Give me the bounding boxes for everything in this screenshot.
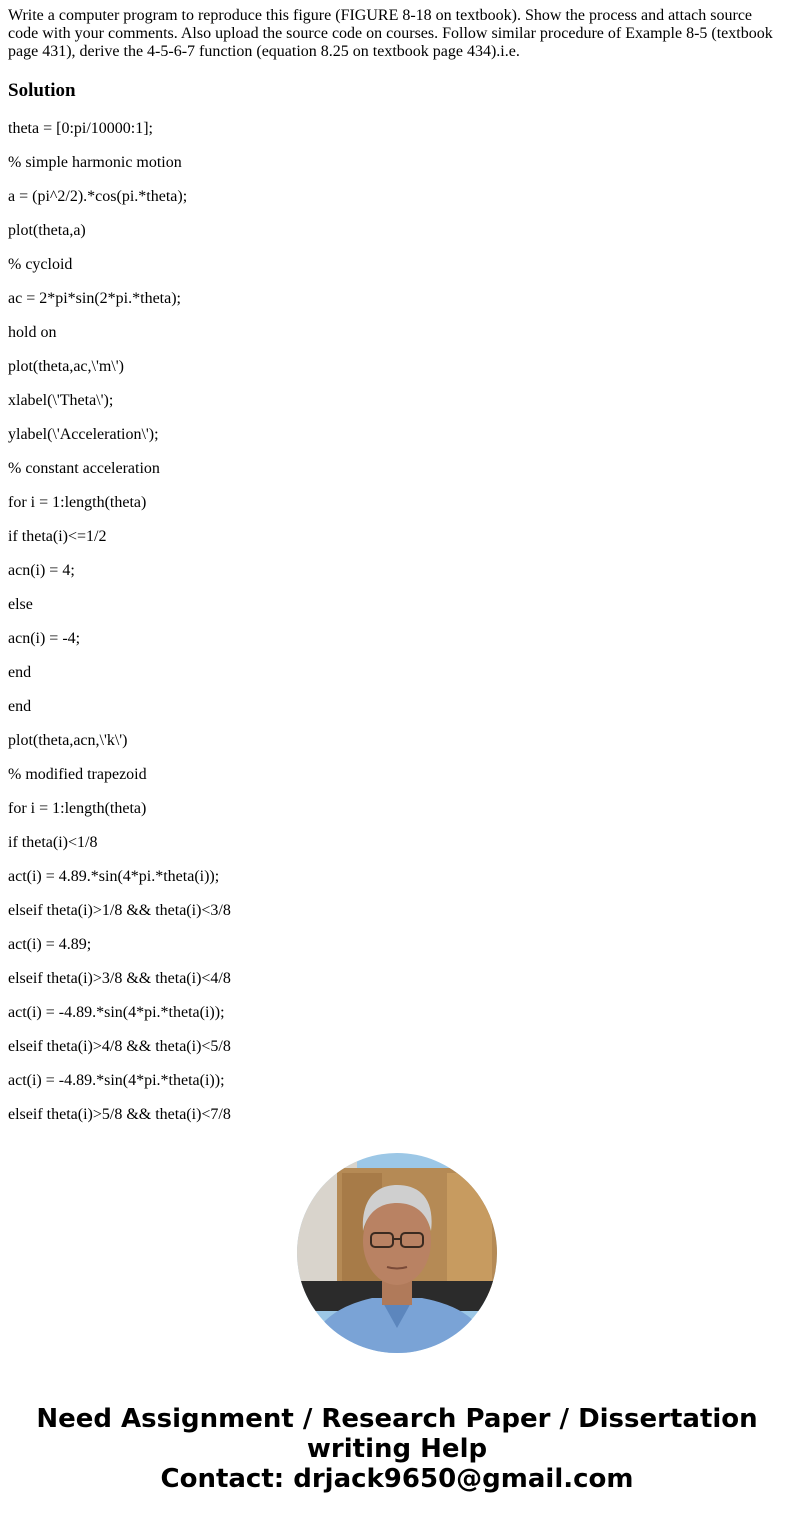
- code-line: ac = 2*pi*sin(2*pi.*theta);: [8, 290, 181, 307]
- solution-heading: Solution: [8, 80, 76, 101]
- code-line: acn(i) = -4;: [8, 630, 81, 647]
- code-line: if theta(i)<=1/2: [8, 528, 107, 545]
- code-line: % simple harmonic motion: [8, 154, 182, 171]
- code-line: elseif theta(i)>3/8 && theta(i)<4/8: [8, 970, 231, 987]
- code-line: theta = [0:pi/10000:1];: [8, 120, 153, 137]
- code-line: ylabel(\'Acceleration\');: [8, 426, 159, 443]
- promo-line-2: writing Help: [306, 1434, 488, 1464]
- code-line: end: [8, 664, 32, 681]
- code-line: end: [8, 698, 32, 715]
- code-line: act(i) = -4.89.*sin(4*pi.*theta(i));: [8, 1072, 225, 1089]
- promo-contact: Contact: drjack9650@gmail.com: [160, 1464, 634, 1494]
- promo-line-1: Need Assignment / Research Paper / Dissertation: [36, 1404, 758, 1434]
- code-line: plot(theta,acn,\'k\'): [8, 732, 128, 749]
- code-line: elseif theta(i)>1/8 && theta(i)<3/8: [8, 902, 231, 919]
- code-line: plot(theta,ac,\'m\'): [8, 358, 124, 375]
- code-line: for i = 1:length(theta): [8, 800, 147, 817]
- code-line: elseif theta(i)>5/8 && theta(i)<7/8: [8, 1106, 231, 1123]
- code-line: acn(i) = 4;: [8, 562, 75, 579]
- code-line: act(i) = 4.89;: [8, 936, 92, 953]
- question-text: Write a computer program to reproduce this figure (FIGURE 8-18 on textbook). Show the process and attach source code with your comments. Also upload the source code on courses. Follow similar procedure of Example 8-5 (textbook page 431), derive the 4-5-6-7 function (equation 8.25 on textbook page 434).i.e.: [8, 7, 773, 60]
- author-avatar: [297, 1153, 497, 1353]
- code-line: % modified trapezoid: [8, 766, 147, 783]
- code-line: hold on: [8, 324, 57, 341]
- code-line: if theta(i)<1/8: [8, 834, 98, 851]
- code-line: act(i) = -4.89.*sin(4*pi.*theta(i));: [8, 1004, 225, 1021]
- code-line: a = (pi^2/2).*cos(pi.*theta);: [8, 188, 188, 205]
- code-line: elseif theta(i)>4/8 && theta(i)<5/8: [8, 1038, 231, 1055]
- code-line: xlabel(\'Theta\');: [8, 392, 114, 409]
- code-line: else: [8, 596, 33, 613]
- code-line: act(i) = 4.89.*sin(4*pi.*theta(i));: [8, 868, 220, 885]
- code-listing: [8, 119, 231, 1139]
- code-line: % cycloid: [8, 256, 73, 273]
- code-line: for i = 1:length(theta): [8, 494, 147, 511]
- promo-banner: [0, 1404, 794, 1494]
- code-line: % constant acceleration: [8, 460, 160, 477]
- author-photo: [297, 1153, 497, 1353]
- code-line: plot(theta,a): [8, 222, 86, 239]
